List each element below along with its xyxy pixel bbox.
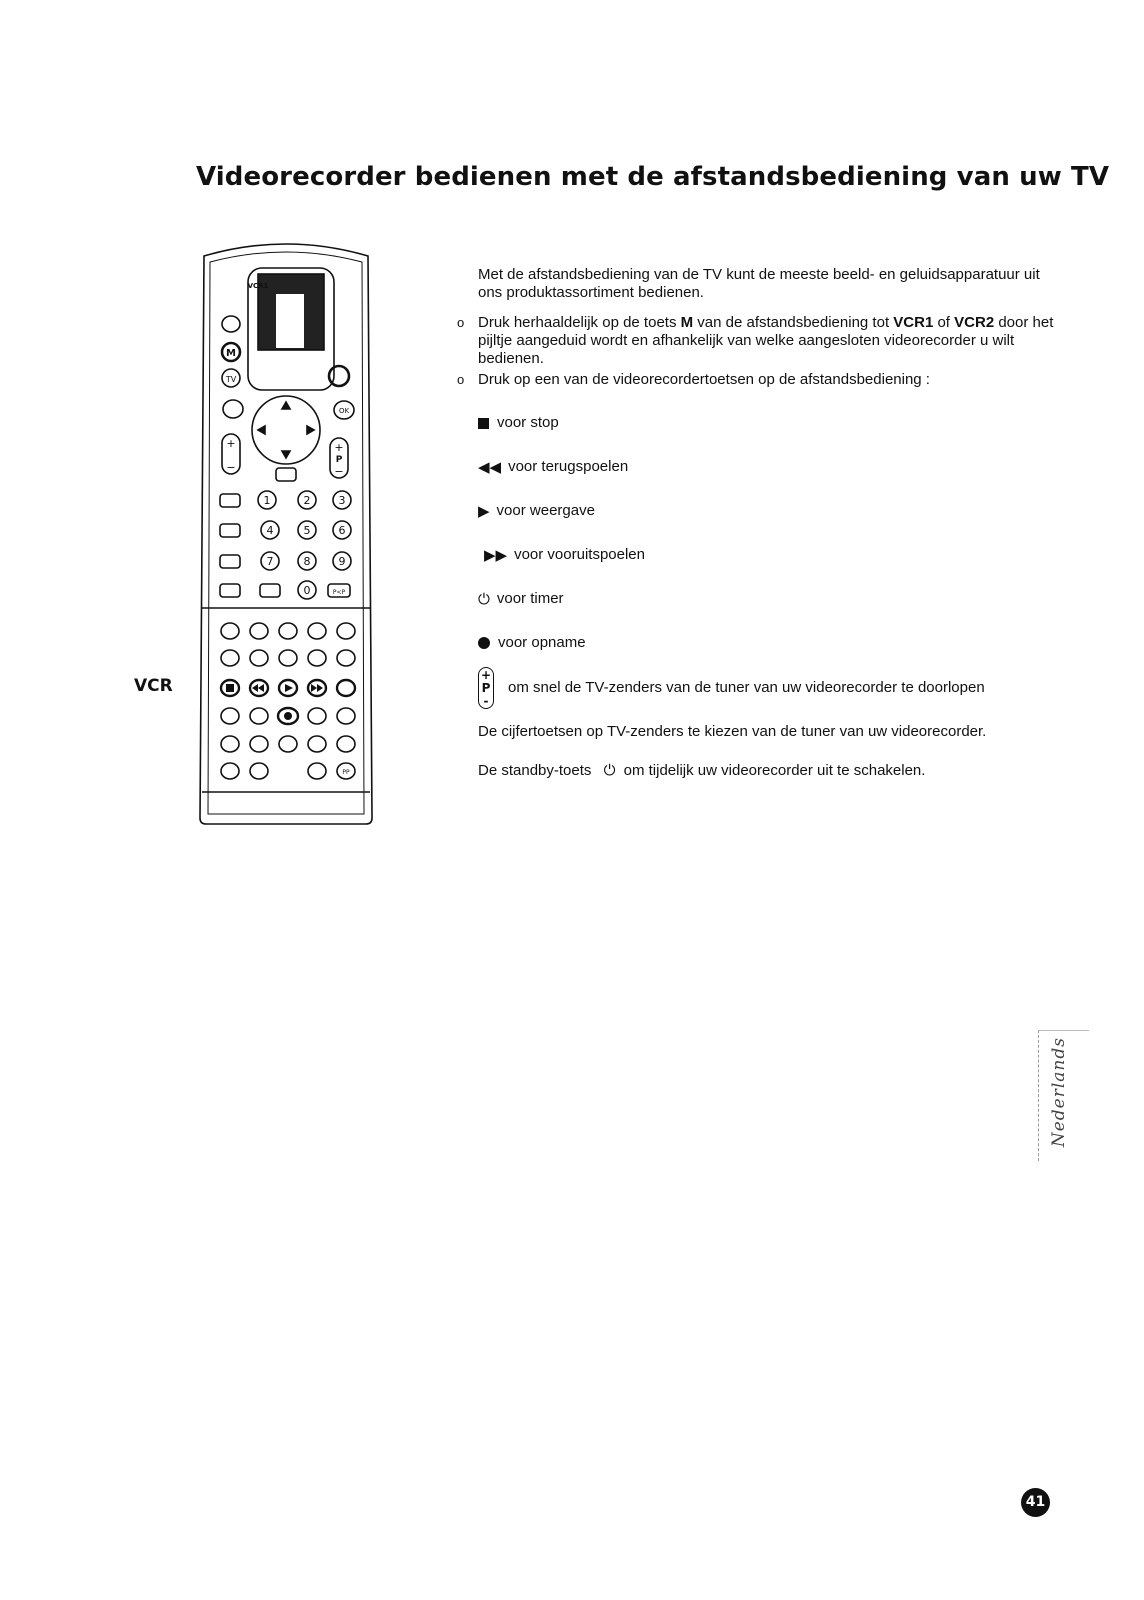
program-key-line: + P - om snel de TV-zenders van de tuner van uw videorecorder te doorlopen [478,667,1058,709]
svg-text:0: 0 [303,584,311,597]
step-1: o Druk herhaaldelijk op de toets M van de afstandsbediening tot VCR1 of VCR2 door het pijltje aangeduid wordt en afhankelijk van welke aangesloten videorecorder u wilt bedienen. [457,314,1054,367]
svg-text:+: + [226,437,236,450]
function-fast-forward: ▶▶ voor vooruitspoelen [484,546,645,564]
program-key-icon: + P - [478,667,494,709]
svg-text:OK: OK [338,407,350,415]
rewind-icon: ◀◀ [478,458,502,476]
svg-text:4: 4 [266,524,274,537]
svg-text:TV: TV [225,375,237,384]
language-tab-label: Nederlands [1049,1037,1069,1148]
stop-icon [478,418,489,429]
bullet-circle-icon: o [457,372,465,387]
svg-text:9: 9 [338,555,346,568]
function-timer: ⏻ voor timer [478,590,564,608]
fast-forward-icon: ▶▶ [484,546,508,564]
language-tab [1038,1030,1089,1161]
play-icon: ▶ [478,502,490,520]
svg-text:8: 8 [303,555,311,568]
svg-text:6: 6 [338,524,346,537]
function-record: voor opname [478,633,1058,653]
svg-text:−: − [334,465,344,478]
standby-icon: ⏻ [603,761,616,779]
svg-text:P<P: P<P [332,589,346,596]
display-vcr-label: VCR1 [247,282,269,290]
svg-text:PP: PP [342,769,350,776]
record-icon [478,637,490,649]
step-2: o Druk op een van de videorecordertoetsen op de afstandsbediening : [457,371,930,388]
function-play: ▶ voor weergave [478,502,595,520]
svg-text:7: 7 [266,555,274,568]
instructions [457,266,1058,780]
svg-text:5: 5 [303,524,311,537]
remote-control-illustration [196,238,376,828]
svg-text:M: M [226,348,236,359]
intro-paragraph: Met de afstandsbediening van de TV kunt de meeste beeld- en geluidsapparatuur uit ons produktassortiment bedienen. [478,266,1040,301]
digits-paragraph: De cijfertoetsen op TV-zenders te kiezen van de tuner van uw videorecorder. [478,723,987,740]
standby-paragraph: De standby-toets ⏻ om tijdelijk uw videorecorder uit te schakelen. [478,761,926,779]
svg-text:3: 3 [338,494,346,507]
svg-text:1: 1 [263,494,271,507]
page-number: 41 [1021,1488,1050,1517]
vcr-keys-label: VCR [134,676,173,696]
svg-text:2: 2 [303,494,311,507]
bullet-circle-icon: o [457,315,465,330]
svg-text:+: + [334,441,344,454]
svg-text:−: − [226,461,236,474]
timer-icon: ⏻ [478,590,490,608]
function-rewind: ◀◀ voor terugspoelen [478,458,629,476]
svg-text:P: P [335,455,343,465]
function-stop: voor stop [478,413,1058,433]
page-title: Videorecorder bedienen met de afstandsbediening van uw TV [196,162,1110,192]
